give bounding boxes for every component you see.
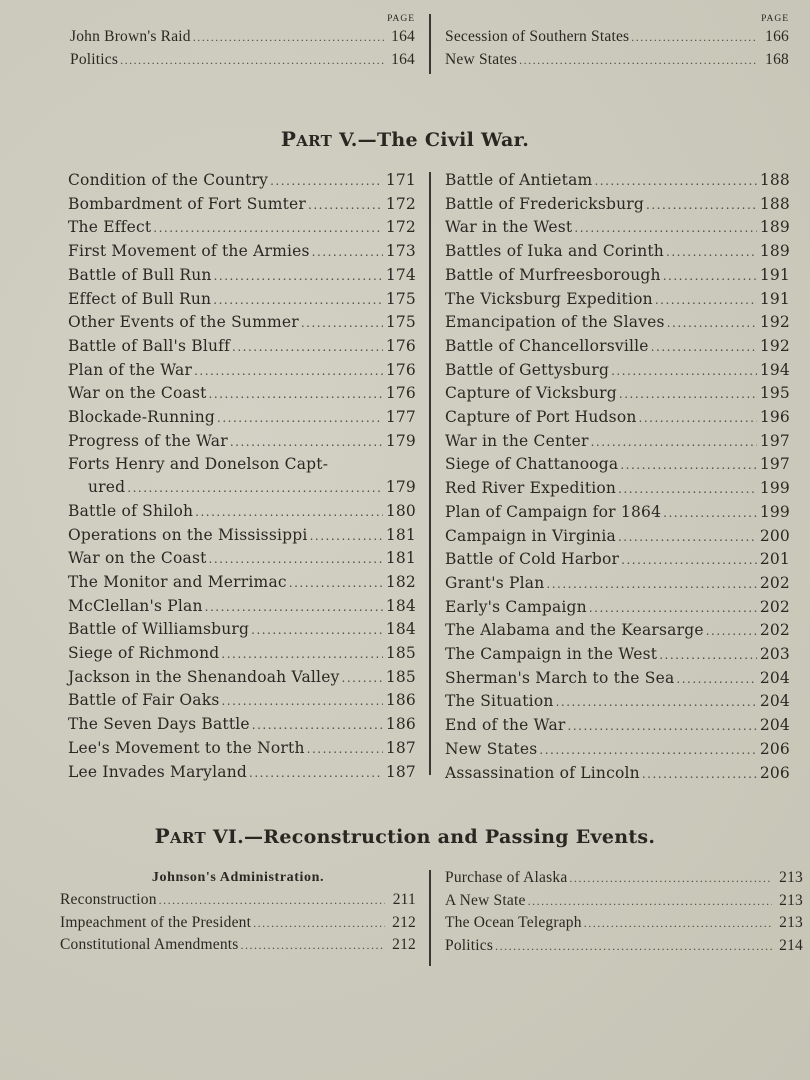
dot-leader xyxy=(651,336,757,359)
toc-entry xyxy=(445,264,790,288)
toc-entry xyxy=(445,912,803,935)
dot-leader xyxy=(308,194,383,217)
toc-entry xyxy=(60,912,416,935)
toc-entry xyxy=(68,547,416,571)
toc-entry xyxy=(68,713,416,737)
part-5-right-column xyxy=(445,169,790,785)
entry-page: 200 xyxy=(759,526,790,545)
entry-title: Battle of Williamsburg xyxy=(68,620,250,639)
entry-page: 194 xyxy=(759,360,790,379)
entry-title: Politics xyxy=(445,937,494,955)
dot-leader xyxy=(251,619,383,642)
entry-page: 214 xyxy=(779,937,803,955)
dot-leader xyxy=(619,383,757,406)
entry-title: Constitutional Amendments xyxy=(60,936,239,954)
entry-page: 175 xyxy=(385,289,416,308)
entry-page: 176 xyxy=(385,360,416,379)
dot-leader xyxy=(253,912,385,935)
entry-title: Battle of Fredericksburg xyxy=(445,194,645,213)
toc-entry xyxy=(68,169,416,193)
column-divider xyxy=(429,14,431,74)
page-column-header: PAGE xyxy=(387,14,415,24)
dot-leader xyxy=(214,265,383,288)
top-right-column xyxy=(445,12,789,71)
entry-page: 176 xyxy=(385,336,416,355)
dot-leader xyxy=(495,935,772,958)
toc-entry xyxy=(445,49,789,72)
dot-leader xyxy=(569,867,772,890)
dot-leader xyxy=(556,691,757,714)
dot-leader xyxy=(209,548,383,571)
part-6-right-list xyxy=(445,867,803,958)
entry-page: 196 xyxy=(759,408,790,427)
dot-leader xyxy=(249,762,383,785)
dot-leader xyxy=(230,431,383,454)
entry-title: War in the West xyxy=(445,218,573,237)
entry-title: Lee Invades Maryland xyxy=(68,762,248,781)
entry-page: 179 xyxy=(385,431,416,450)
toc-entry xyxy=(68,666,416,690)
entry-page: 172 xyxy=(385,218,416,237)
toc-entry xyxy=(445,382,790,406)
dot-leader xyxy=(217,407,383,430)
dot-leader xyxy=(127,477,383,500)
dot-leader xyxy=(568,715,757,738)
toc-entry xyxy=(445,359,790,383)
toc-entry xyxy=(60,934,416,957)
entry-page: 213 xyxy=(779,869,803,886)
toc-entry xyxy=(68,453,416,476)
dot-leader xyxy=(676,668,756,691)
entry-page: 181 xyxy=(385,549,416,568)
entry-page: 175 xyxy=(385,313,416,332)
dot-leader xyxy=(666,241,757,264)
entry-title: Capture of Vicksburg xyxy=(445,384,617,403)
toc-entry xyxy=(68,761,416,785)
entry-page: 185 xyxy=(385,667,416,686)
entry-title: Impeachment of the President xyxy=(60,913,252,931)
entry-title: Early's Campaign xyxy=(445,597,587,616)
toc-entry xyxy=(68,571,416,595)
dot-leader xyxy=(642,763,757,786)
entry-page: 188 xyxy=(759,171,790,189)
top-left-column xyxy=(70,12,415,71)
entry-page: 201 xyxy=(759,550,790,569)
toc-entry xyxy=(445,430,790,454)
entry-title: Grant's Plan xyxy=(445,573,545,592)
dot-leader xyxy=(252,714,383,737)
part-5-heading xyxy=(0,127,810,151)
dot-leader xyxy=(209,383,383,406)
dot-leader xyxy=(631,26,758,49)
part-6-heading xyxy=(0,824,810,848)
entry-page: 184 xyxy=(385,620,416,639)
toc-entry xyxy=(445,311,790,335)
entry-title: Battle of Murfreesborough xyxy=(445,265,661,284)
toc-entry xyxy=(68,642,416,666)
entry-page: 206 xyxy=(759,763,790,782)
entry-title: Battle of Cold Harbor xyxy=(445,550,620,569)
dot-leader xyxy=(193,26,384,49)
entry-title: Battle of Antietam xyxy=(445,171,593,189)
toc-entry xyxy=(68,406,416,430)
entry-page: 204 xyxy=(759,716,790,735)
entry-title: Bombardment of Fort Sumter xyxy=(68,194,307,213)
toc-entry xyxy=(68,264,416,288)
entry-title: Operations on the Mississippi xyxy=(68,525,308,544)
entry-page: 179 xyxy=(385,478,416,497)
dot-leader xyxy=(289,572,383,595)
dot-leader xyxy=(646,194,757,217)
dot-leader xyxy=(312,241,383,264)
entry-title: John Brown's Raid xyxy=(70,28,191,45)
toc-entry xyxy=(68,430,416,454)
entry-page: 177 xyxy=(385,408,416,427)
toc-entry xyxy=(445,690,790,714)
entry-title: Plan of Campaign for 1864 xyxy=(445,502,662,521)
part-5-left-column xyxy=(68,169,416,784)
entry-page: 192 xyxy=(759,313,790,332)
column-divider xyxy=(429,870,431,966)
entry-title: A New State xyxy=(445,891,526,909)
entry-title: Secession of Southern States xyxy=(445,28,630,45)
toc-entry xyxy=(68,524,416,548)
entry-page: 182 xyxy=(385,572,416,591)
entry-page: 197 xyxy=(759,431,790,450)
toc-entry xyxy=(445,738,790,762)
dot-leader xyxy=(221,643,382,666)
dot-leader xyxy=(342,667,383,690)
entry-page: 176 xyxy=(385,384,416,403)
dot-leader xyxy=(241,934,385,957)
toc-entry xyxy=(68,193,416,217)
entry-page: 204 xyxy=(759,668,790,687)
part-6-right-column xyxy=(445,867,803,958)
dot-leader xyxy=(667,312,757,335)
entry-page: 166 xyxy=(765,28,789,45)
toc-entry xyxy=(445,619,790,643)
dot-leader xyxy=(307,738,383,761)
entry-page: 204 xyxy=(759,692,790,711)
toc-entry xyxy=(445,714,790,738)
dot-leader xyxy=(310,525,383,548)
entry-title: Siege of Richmond xyxy=(68,644,220,663)
entry-title: The Effect xyxy=(68,218,152,237)
entry-page: 172 xyxy=(385,194,416,213)
entry-title: Sherman's March to the Sea xyxy=(445,668,675,687)
entry-title: Battle of Fair Oaks xyxy=(68,691,220,710)
subheading: Johnson's Administration. xyxy=(151,870,325,885)
entry-page: 203 xyxy=(759,645,790,664)
entry-title: Condition of the Country xyxy=(68,171,269,189)
dot-leader xyxy=(663,265,757,288)
entry-page: 181 xyxy=(385,525,416,544)
toc-entry xyxy=(445,26,789,49)
entry-page: 174 xyxy=(385,265,416,284)
dot-leader xyxy=(519,49,758,72)
dot-leader xyxy=(621,549,757,572)
entry-page: 206 xyxy=(759,739,790,758)
entry-page: 173 xyxy=(385,242,416,261)
dot-leader xyxy=(620,454,756,477)
dot-leader xyxy=(195,501,383,524)
entry-page: 197 xyxy=(759,455,790,474)
entry-page: 191 xyxy=(759,265,790,284)
entry-title: Emancipation of the Slaves xyxy=(445,313,665,332)
entry-title: War on the Coast xyxy=(68,549,207,568)
part-6-left-entries xyxy=(60,889,416,957)
dot-leader xyxy=(194,360,383,383)
dot-leader xyxy=(655,289,757,312)
toc-entry xyxy=(68,311,416,335)
dot-leader xyxy=(539,739,756,762)
top-section xyxy=(70,12,415,71)
toc-entry xyxy=(70,26,415,49)
entry-title: Progress of the War xyxy=(68,431,228,450)
toc-entry xyxy=(445,406,790,430)
toc-entry xyxy=(60,889,416,912)
entry-page: 164 xyxy=(391,50,415,68)
part-5-right-list xyxy=(445,169,790,785)
entry-title: Assassination of Lincoln xyxy=(445,763,640,782)
dot-leader xyxy=(159,889,385,912)
entry-page: 164 xyxy=(391,28,415,45)
entry-page: 199 xyxy=(759,502,790,521)
toc-entry xyxy=(68,618,416,642)
toc-entry xyxy=(445,643,790,667)
entry-title: McClellan's Plan xyxy=(68,596,203,615)
part-6-left-list xyxy=(60,867,416,957)
entry-title: Battle of Bull Run xyxy=(68,265,212,284)
toc-entry xyxy=(70,49,415,72)
dot-leader xyxy=(591,431,757,454)
dot-leader xyxy=(706,620,757,643)
entry-page: 191 xyxy=(759,289,790,308)
entry-page: 212 xyxy=(392,913,416,931)
toc-entry xyxy=(445,169,790,193)
dot-leader xyxy=(232,336,383,359)
dot-leader xyxy=(594,170,756,193)
entry-page: 199 xyxy=(759,479,790,498)
part-title-text: VI.—Reconstruction and Passing Events. xyxy=(205,826,656,848)
entry-page: 211 xyxy=(392,891,416,908)
dot-leader xyxy=(270,170,383,193)
entry-page: 188 xyxy=(759,194,790,213)
entry-title: Siege of Chattanooga xyxy=(445,455,619,474)
entry-title: End of the War xyxy=(445,716,566,735)
entry-page: 202 xyxy=(759,621,790,640)
toc-entry xyxy=(445,935,803,958)
dot-leader xyxy=(618,478,757,501)
toc-entry xyxy=(445,525,790,549)
part-word-initial: P xyxy=(280,127,297,151)
page-column-header: PAGE xyxy=(761,14,789,24)
dot-leader xyxy=(153,217,383,240)
entry-title: Reconstruction xyxy=(60,891,157,908)
entry-page: 180 xyxy=(385,501,416,520)
entry-page: 168 xyxy=(765,50,789,68)
entry-title: Plan of the War xyxy=(68,360,193,379)
toc-entry xyxy=(445,572,790,596)
entry-page: 202 xyxy=(759,597,790,616)
part-title-text: V.—The Civil War. xyxy=(332,129,530,151)
entry-title: War in the Center xyxy=(445,431,589,450)
toc-entry xyxy=(445,335,790,359)
toc-entry xyxy=(68,737,416,761)
part-word-initial: P xyxy=(154,824,171,848)
entry-title: The Campaign in the West xyxy=(445,645,658,664)
entry-title: Other Events of the Summer xyxy=(68,313,299,332)
toc-entry xyxy=(445,596,790,620)
dot-leader xyxy=(205,596,383,619)
entry-page: 189 xyxy=(759,218,790,237)
dot-leader xyxy=(611,360,757,383)
entry-title: Politics xyxy=(70,50,119,68)
toc-entry xyxy=(68,689,416,713)
entry-title: First Movement of the Armies xyxy=(68,242,310,261)
toc-entry xyxy=(68,500,416,524)
dot-leader xyxy=(574,217,756,240)
entry-title: Lee's Movement to the North xyxy=(68,738,305,757)
dot-leader xyxy=(213,289,383,312)
entry-page: 187 xyxy=(385,762,416,781)
part-6-left-column xyxy=(60,867,416,957)
entry-page: 171 xyxy=(385,171,416,189)
entry-title: New States xyxy=(445,50,518,68)
dot-leader xyxy=(221,690,382,713)
entry-page: 195 xyxy=(759,384,790,403)
entry-title: Capture of Port Hudson xyxy=(445,408,637,427)
dot-leader xyxy=(663,502,757,525)
entry-title: Red River Expedition xyxy=(445,479,617,498)
dot-leader xyxy=(584,912,772,935)
entry-title: New States xyxy=(445,739,538,758)
entry-title: Battle of Gettysburg xyxy=(445,360,610,379)
toc-entry xyxy=(445,216,790,240)
entry-page: 189 xyxy=(759,242,790,261)
entry-page: 192 xyxy=(759,336,790,355)
toc-entry xyxy=(68,359,416,383)
entry-page: 213 xyxy=(779,891,803,909)
toc-entry xyxy=(445,240,790,264)
toc-entry xyxy=(445,667,790,691)
entry-title: The Alabama and the Kearsarge xyxy=(445,621,704,640)
entry-title: Purchase of Alaska xyxy=(445,869,568,886)
toc-entry xyxy=(445,453,790,477)
toc-entry xyxy=(68,382,416,406)
toc-entry xyxy=(68,595,416,619)
entry-title: Battles of Iuka and Corinth xyxy=(445,242,664,261)
entry-page: 187 xyxy=(385,738,416,757)
toc-entry xyxy=(445,762,790,786)
entry-title: The Ocean Telegraph xyxy=(445,914,582,932)
toc-entry xyxy=(68,476,416,500)
toc-entry xyxy=(445,193,790,217)
toc-entry xyxy=(68,216,416,240)
entry-title: Effect of Bull Run xyxy=(68,289,212,308)
toc-entry xyxy=(445,501,790,525)
toc-entry xyxy=(445,890,803,913)
entry-title: The Situation xyxy=(445,692,554,711)
entry-title: Battle of Ball's Bluff xyxy=(68,336,231,355)
entry-page: 186 xyxy=(385,691,416,710)
entry-title: Battle of Shiloh xyxy=(68,501,194,520)
entry-page: 186 xyxy=(385,715,416,734)
entry-page: 202 xyxy=(759,573,790,592)
dot-leader xyxy=(546,573,756,596)
dot-leader xyxy=(659,644,757,667)
entry-title: Jackson in the Shenandoah Valley xyxy=(68,667,340,686)
toc-entry xyxy=(445,867,803,890)
toc-entry xyxy=(445,477,790,501)
entry-title: ured xyxy=(88,478,126,497)
part-word-rest: ART xyxy=(296,132,333,150)
top-section-right xyxy=(445,12,789,71)
dot-leader xyxy=(528,890,772,913)
entry-title: Blockade-Running xyxy=(68,408,216,427)
entry-title: The Vicksburg Expedition xyxy=(445,289,653,308)
column-divider xyxy=(429,172,431,775)
entry-title: The Monitor and Merrimac xyxy=(68,572,287,591)
entry-title: Campaign in Virginia xyxy=(445,526,616,545)
dot-leader xyxy=(589,597,757,620)
dot-leader xyxy=(120,49,384,72)
part-5-left-list xyxy=(68,169,416,784)
toc-entry xyxy=(68,240,416,264)
dot-leader xyxy=(618,526,757,549)
entry-title: Forts Henry and Donelson Capt- xyxy=(68,455,329,474)
toc-entry xyxy=(68,335,416,359)
toc-entry xyxy=(68,288,416,312)
toc-entry xyxy=(445,288,790,312)
toc-entry xyxy=(445,548,790,572)
entry-title: War on the Coast xyxy=(68,384,207,403)
entry-title: Battle of Chancellorsville xyxy=(445,336,649,355)
entry-page: 184 xyxy=(385,596,416,615)
entry-page: 213 xyxy=(779,914,803,932)
dot-leader xyxy=(639,407,757,430)
entry-page: 185 xyxy=(385,644,416,663)
entry-page: 212 xyxy=(392,936,416,954)
part-word-rest: ART xyxy=(170,829,206,847)
entry-title: The Seven Days Battle xyxy=(68,715,250,734)
dot-leader xyxy=(301,312,383,335)
